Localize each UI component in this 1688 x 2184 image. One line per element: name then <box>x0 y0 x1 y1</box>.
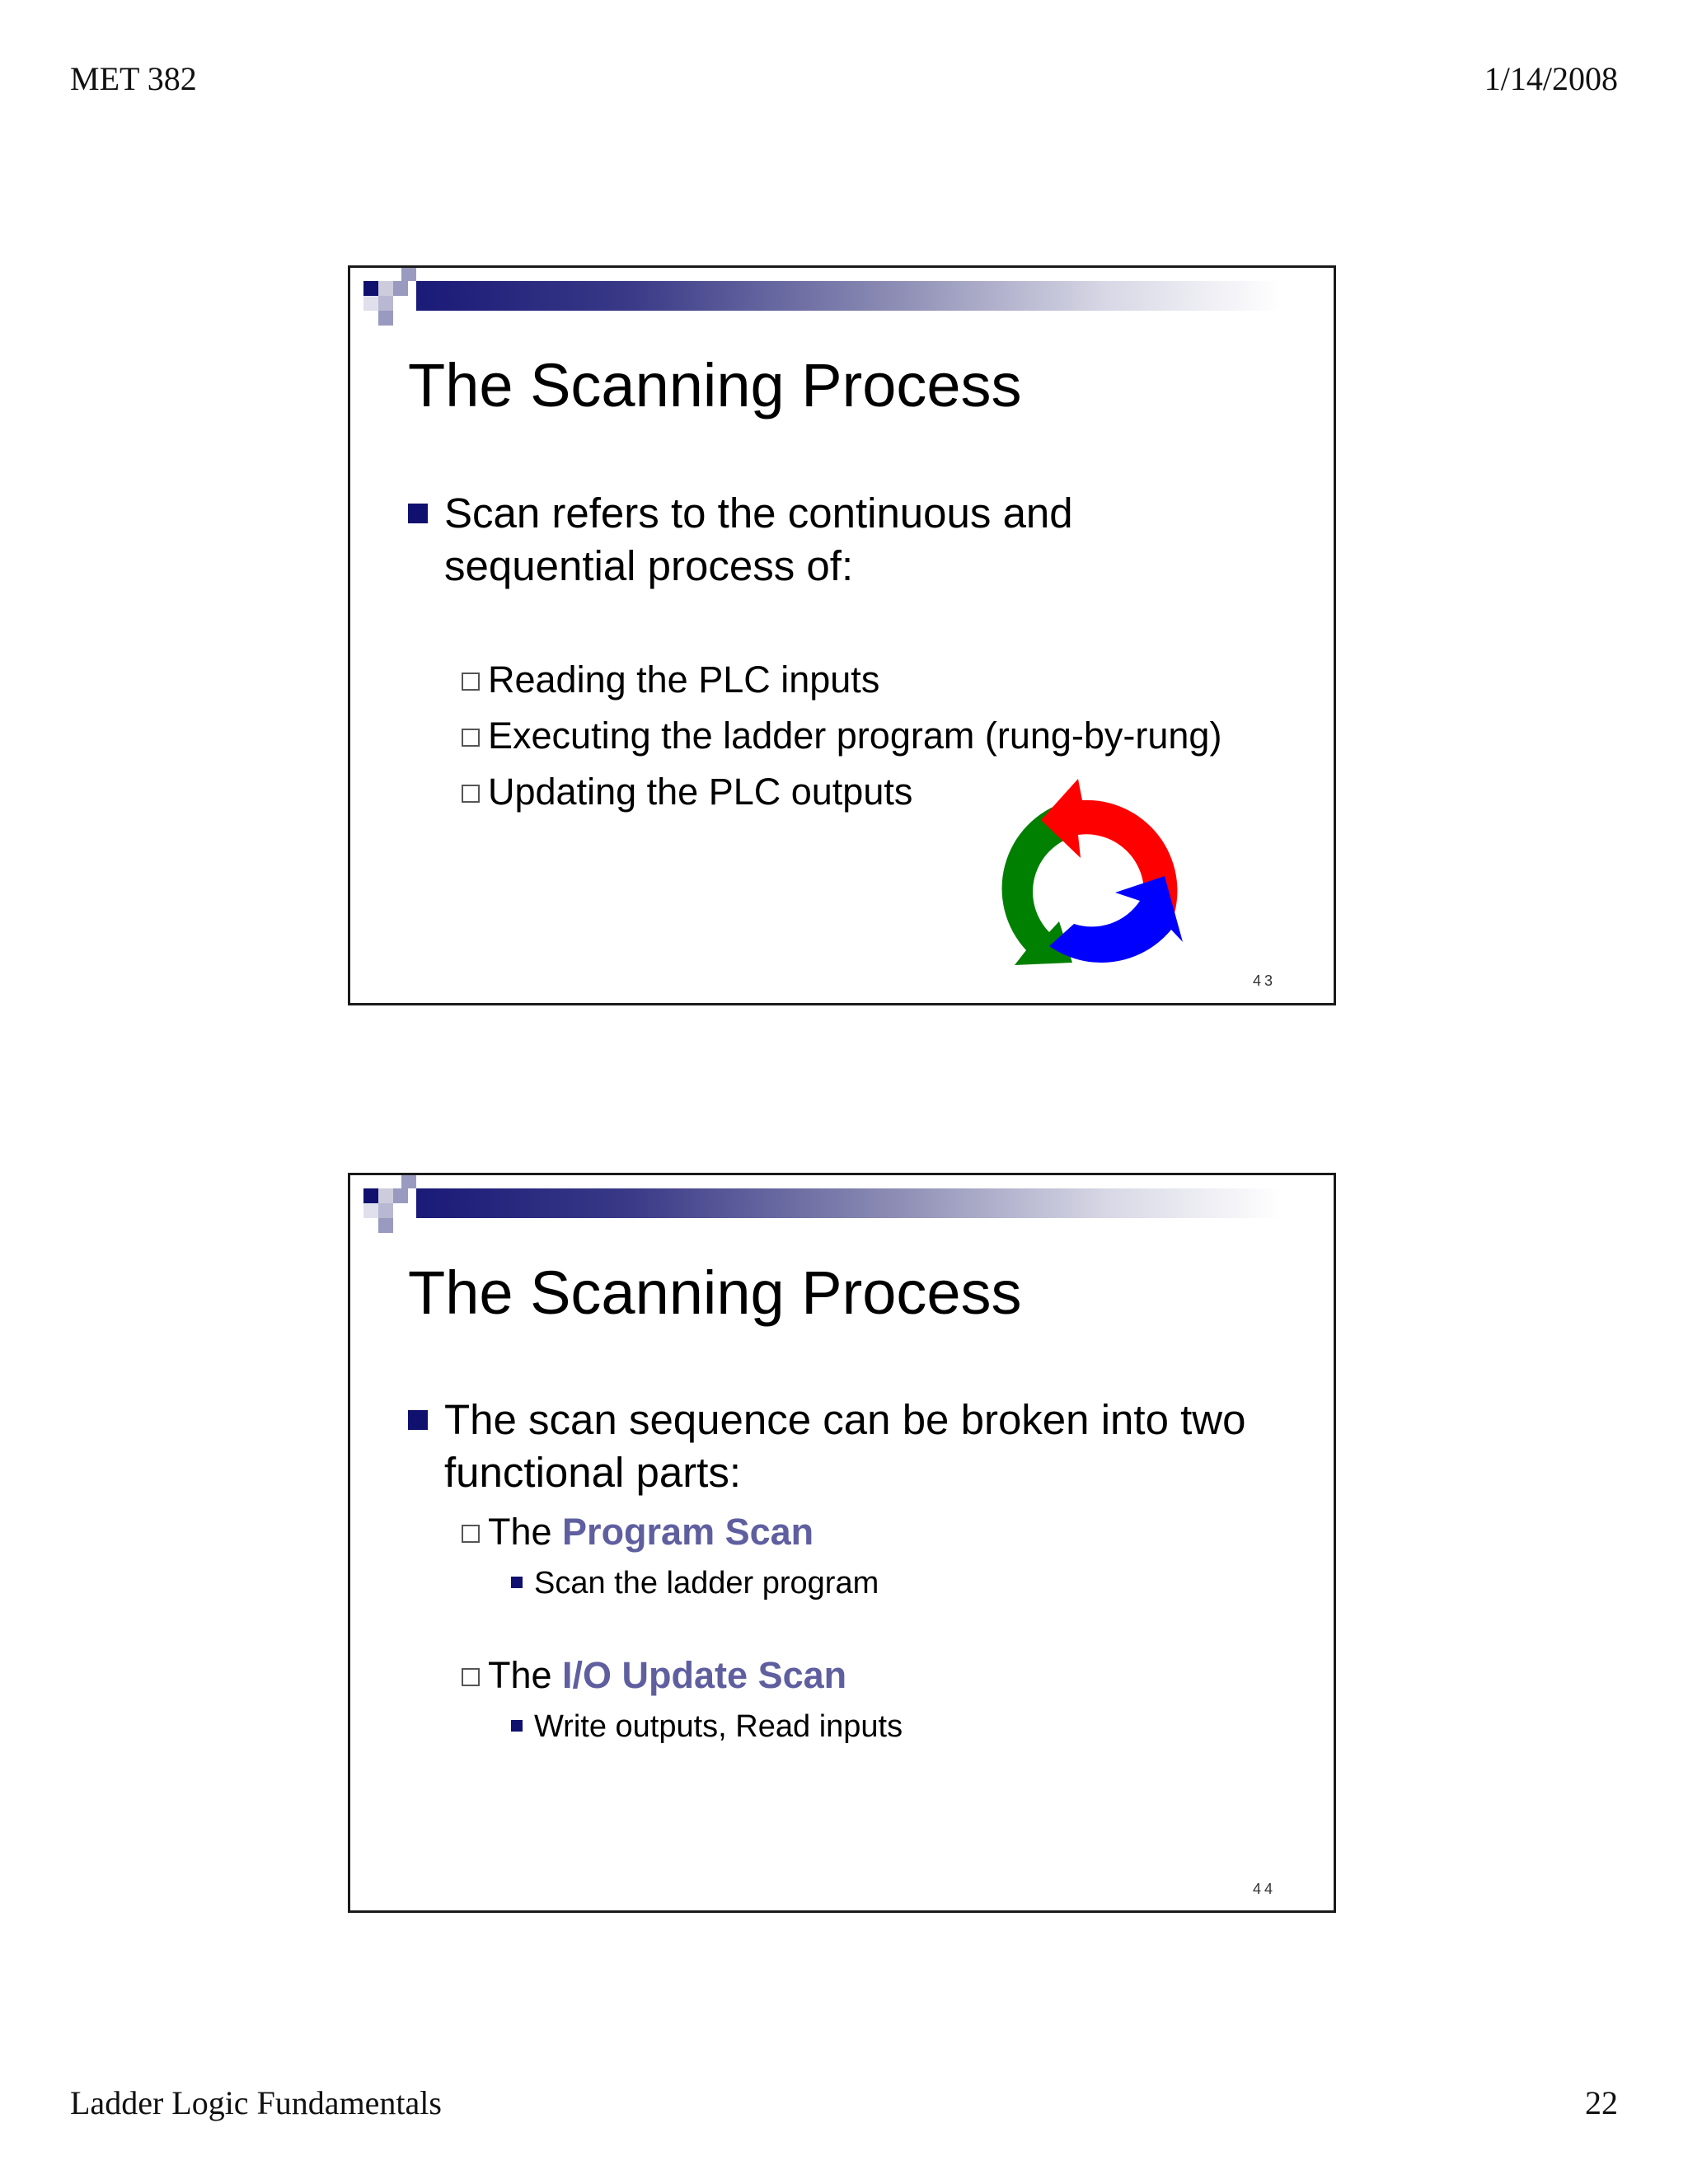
hollow-square-bullet-icon <box>462 785 480 803</box>
detail-item <box>511 1707 903 1746</box>
part-prefix: The <box>488 1654 563 1696</box>
detail-text: Scan the ladder program <box>534 1566 879 1601</box>
slide-43 <box>348 265 1336 1005</box>
sub-bullet-item <box>462 713 1221 759</box>
hollow-square-bullet-icon <box>462 1668 480 1686</box>
hollow-square-bullet-icon <box>462 1525 480 1543</box>
sub-bullet-item <box>462 1509 814 1555</box>
part-prefix: The <box>488 1511 563 1553</box>
page-number: 22 <box>1585 2084 1618 2121</box>
detail-text: Write outputs, Read inputs <box>534 1709 903 1744</box>
slide-44 <box>348 1173 1336 1913</box>
course-code: MET 382 <box>70 60 197 97</box>
sub-bullet-item <box>462 769 912 815</box>
small-square-bullet-icon <box>511 1577 523 1588</box>
slide-number: 44 <box>1252 1881 1276 1897</box>
slide-title: The Scanning Process <box>408 351 1022 419</box>
hollow-square-bullet-icon <box>462 673 480 691</box>
sub-bullet-item <box>462 1652 846 1699</box>
bullet-text: The scan sequence can be broken into two functional parts: <box>444 1396 1246 1496</box>
square-bullet-icon <box>408 504 428 523</box>
sub-bullet-text: Updating the PLC outputs <box>488 771 913 813</box>
part-highlight: I/O Update Scan <box>562 1654 847 1696</box>
slide-title: The Scanning Process <box>408 1258 1022 1327</box>
document-date: 1/14/2008 <box>1484 60 1618 97</box>
slide-header-decoration <box>350 268 1336 334</box>
sub-bullet-text: Executing the ladder program (rung-by-rung) <box>488 715 1222 757</box>
small-square-bullet-icon <box>511 1720 523 1732</box>
detail-item <box>511 1563 879 1603</box>
slide-header-decoration <box>350 1175 1336 1241</box>
sub-bullet-item <box>462 657 879 703</box>
bullet-item <box>408 487 1273 593</box>
bullet-text: Scan refers to the continuous and sequential process of: <box>444 490 1073 589</box>
bullet-item <box>408 1394 1273 1499</box>
footer-title: Ladder Logic Fundamentals <box>70 2084 442 2121</box>
slide-number: 43 <box>1252 972 1276 989</box>
part-highlight: Program Scan <box>562 1511 814 1553</box>
sub-bullet-text: Reading the PLC inputs <box>488 658 880 701</box>
square-bullet-icon <box>408 1410 428 1430</box>
hollow-square-bullet-icon <box>462 729 480 747</box>
cycle-arrows-icon <box>967 777 1206 1000</box>
